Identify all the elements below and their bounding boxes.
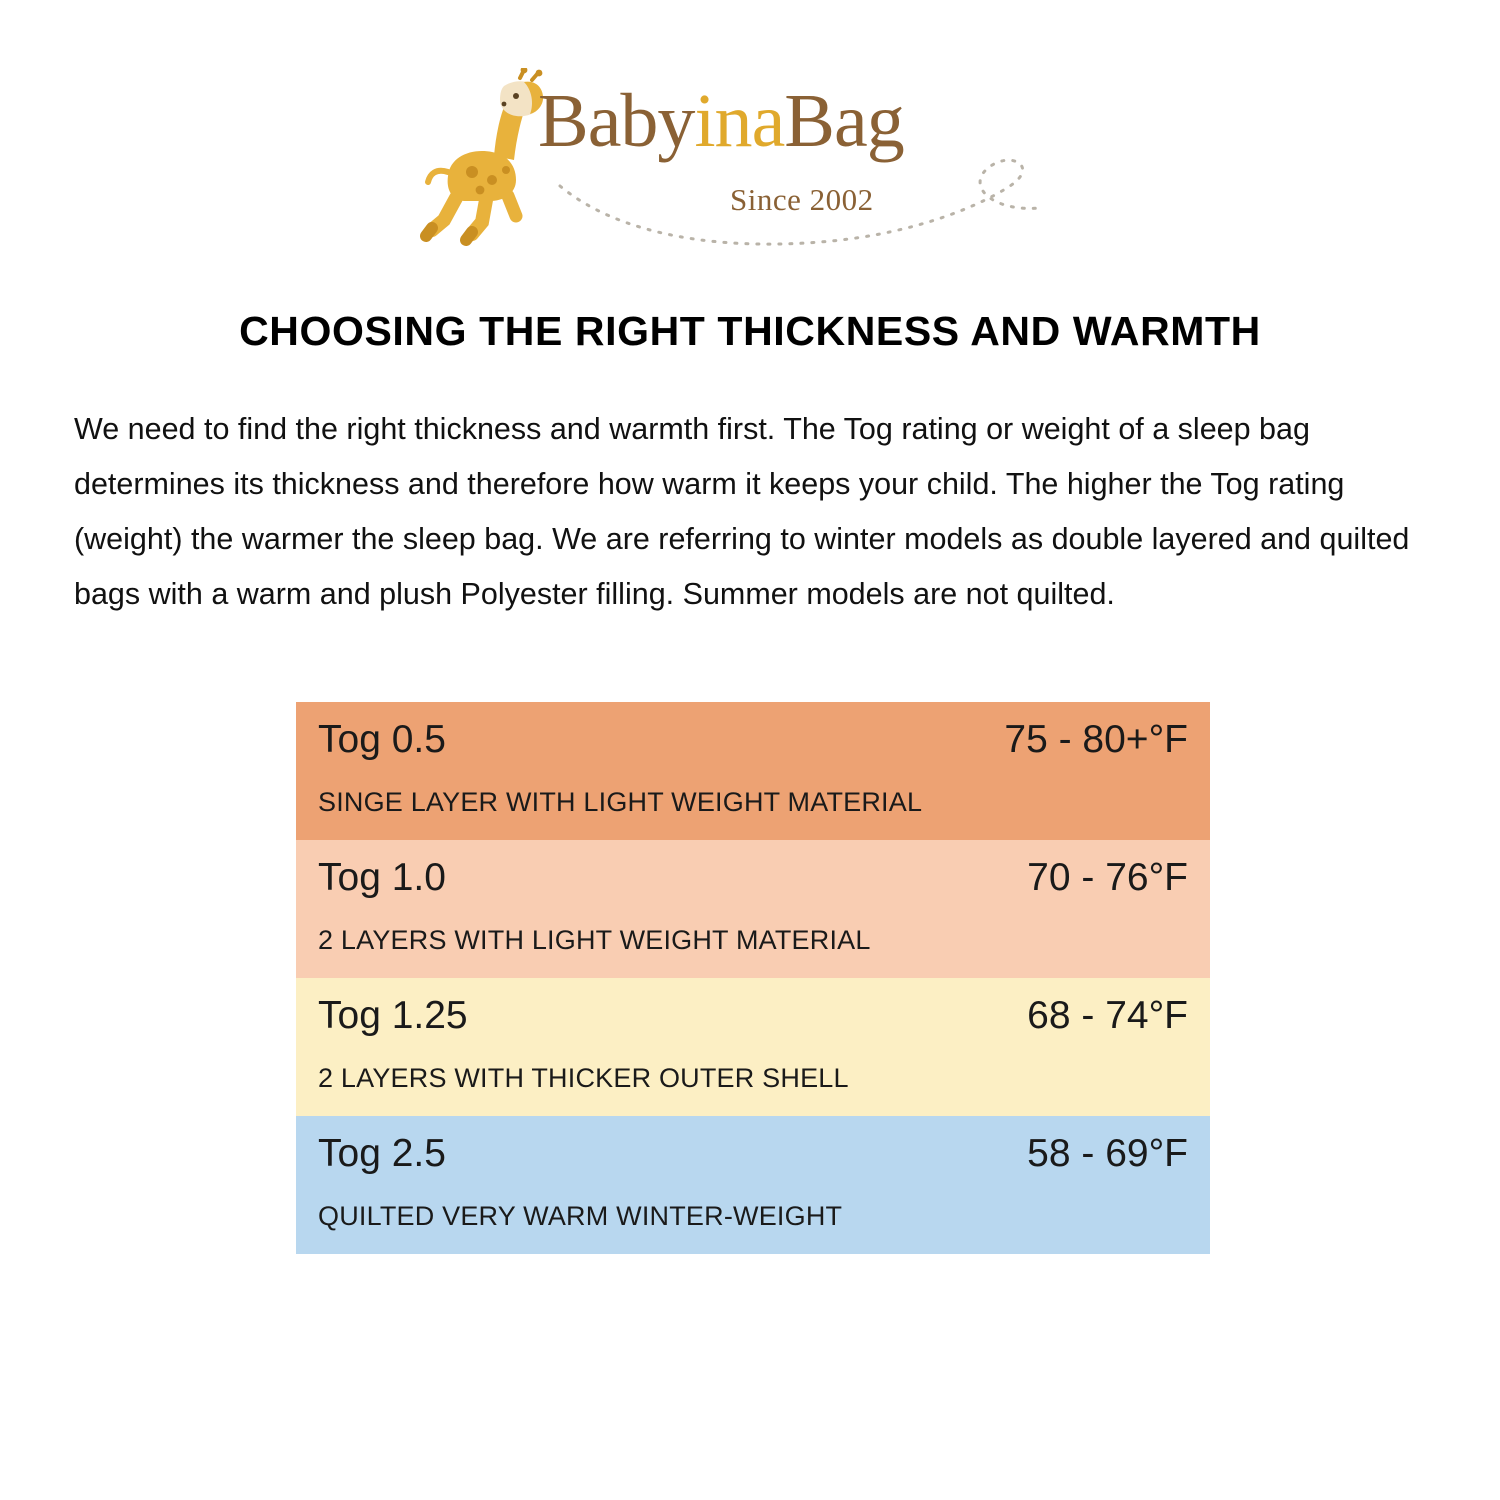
tog-row-header — [296, 702, 1210, 765]
page-title: CHOOSING THE RIGHT THICKNESS AND WARMTH — [239, 308, 1261, 354]
tog-label: Tog 2.5 — [318, 1131, 446, 1175]
tog-description: SINGE LAYER WITH LIGHT WEIGHT MATERIAL — [318, 786, 923, 817]
brand-part-bag: Bag — [784, 79, 904, 163]
tog-row-header — [296, 978, 1210, 1041]
tog-description: 2 LAYERS WITH LIGHT WEIGHT MATERIAL — [318, 924, 871, 955]
tog-temperature: 58 - 69°F — [1027, 1131, 1188, 1175]
tog-temperature: 68 - 74°F — [1027, 993, 1188, 1037]
brand-tagline: Since 2002 — [730, 182, 874, 217]
tog-temperature: 70 - 76°F — [1027, 855, 1188, 899]
table-row — [296, 840, 1210, 978]
tog-row-header — [296, 1116, 1210, 1179]
brand-part-baby: Baby — [538, 79, 695, 163]
brand-part-a: a — [751, 79, 785, 163]
tog-label: Tog 1.0 — [318, 855, 446, 899]
table-row — [296, 978, 1210, 1116]
tog-label: Tog 1.25 — [318, 993, 468, 1037]
tog-label: Tog 0.5 — [318, 718, 446, 761]
table-row — [296, 702, 1210, 840]
intro-paragraph: We need to find the right thickness and warmth first. The Tog rating or weight of a sleep bag determines its thickness and therefore how warm it keeps your child. The higher the Tog rating (weight) the warmer the sleep bag. We are referring to winter models as double layered and quilted bags with a warm and plush Polyester filling. Summer models are not quilted. — [74, 412, 1410, 611]
brand-logo — [0, 58, 1500, 258]
tog-temperature: 75 - 80+°F — [1004, 718, 1188, 761]
tog-description: 2 LAYERS WITH THICKER OUTER SHELL — [318, 1062, 849, 1093]
logo-inner — [420, 58, 1080, 258]
brand-wordmark — [538, 78, 904, 165]
brand-part-in: in — [694, 79, 752, 163]
tog-description: QUILTED VERY WARM WINTER-WEIGHT — [318, 1200, 843, 1231]
table-row — [296, 1116, 1210, 1254]
tog-row-header — [296, 840, 1210, 903]
tog-rating-table — [296, 702, 1210, 1254]
